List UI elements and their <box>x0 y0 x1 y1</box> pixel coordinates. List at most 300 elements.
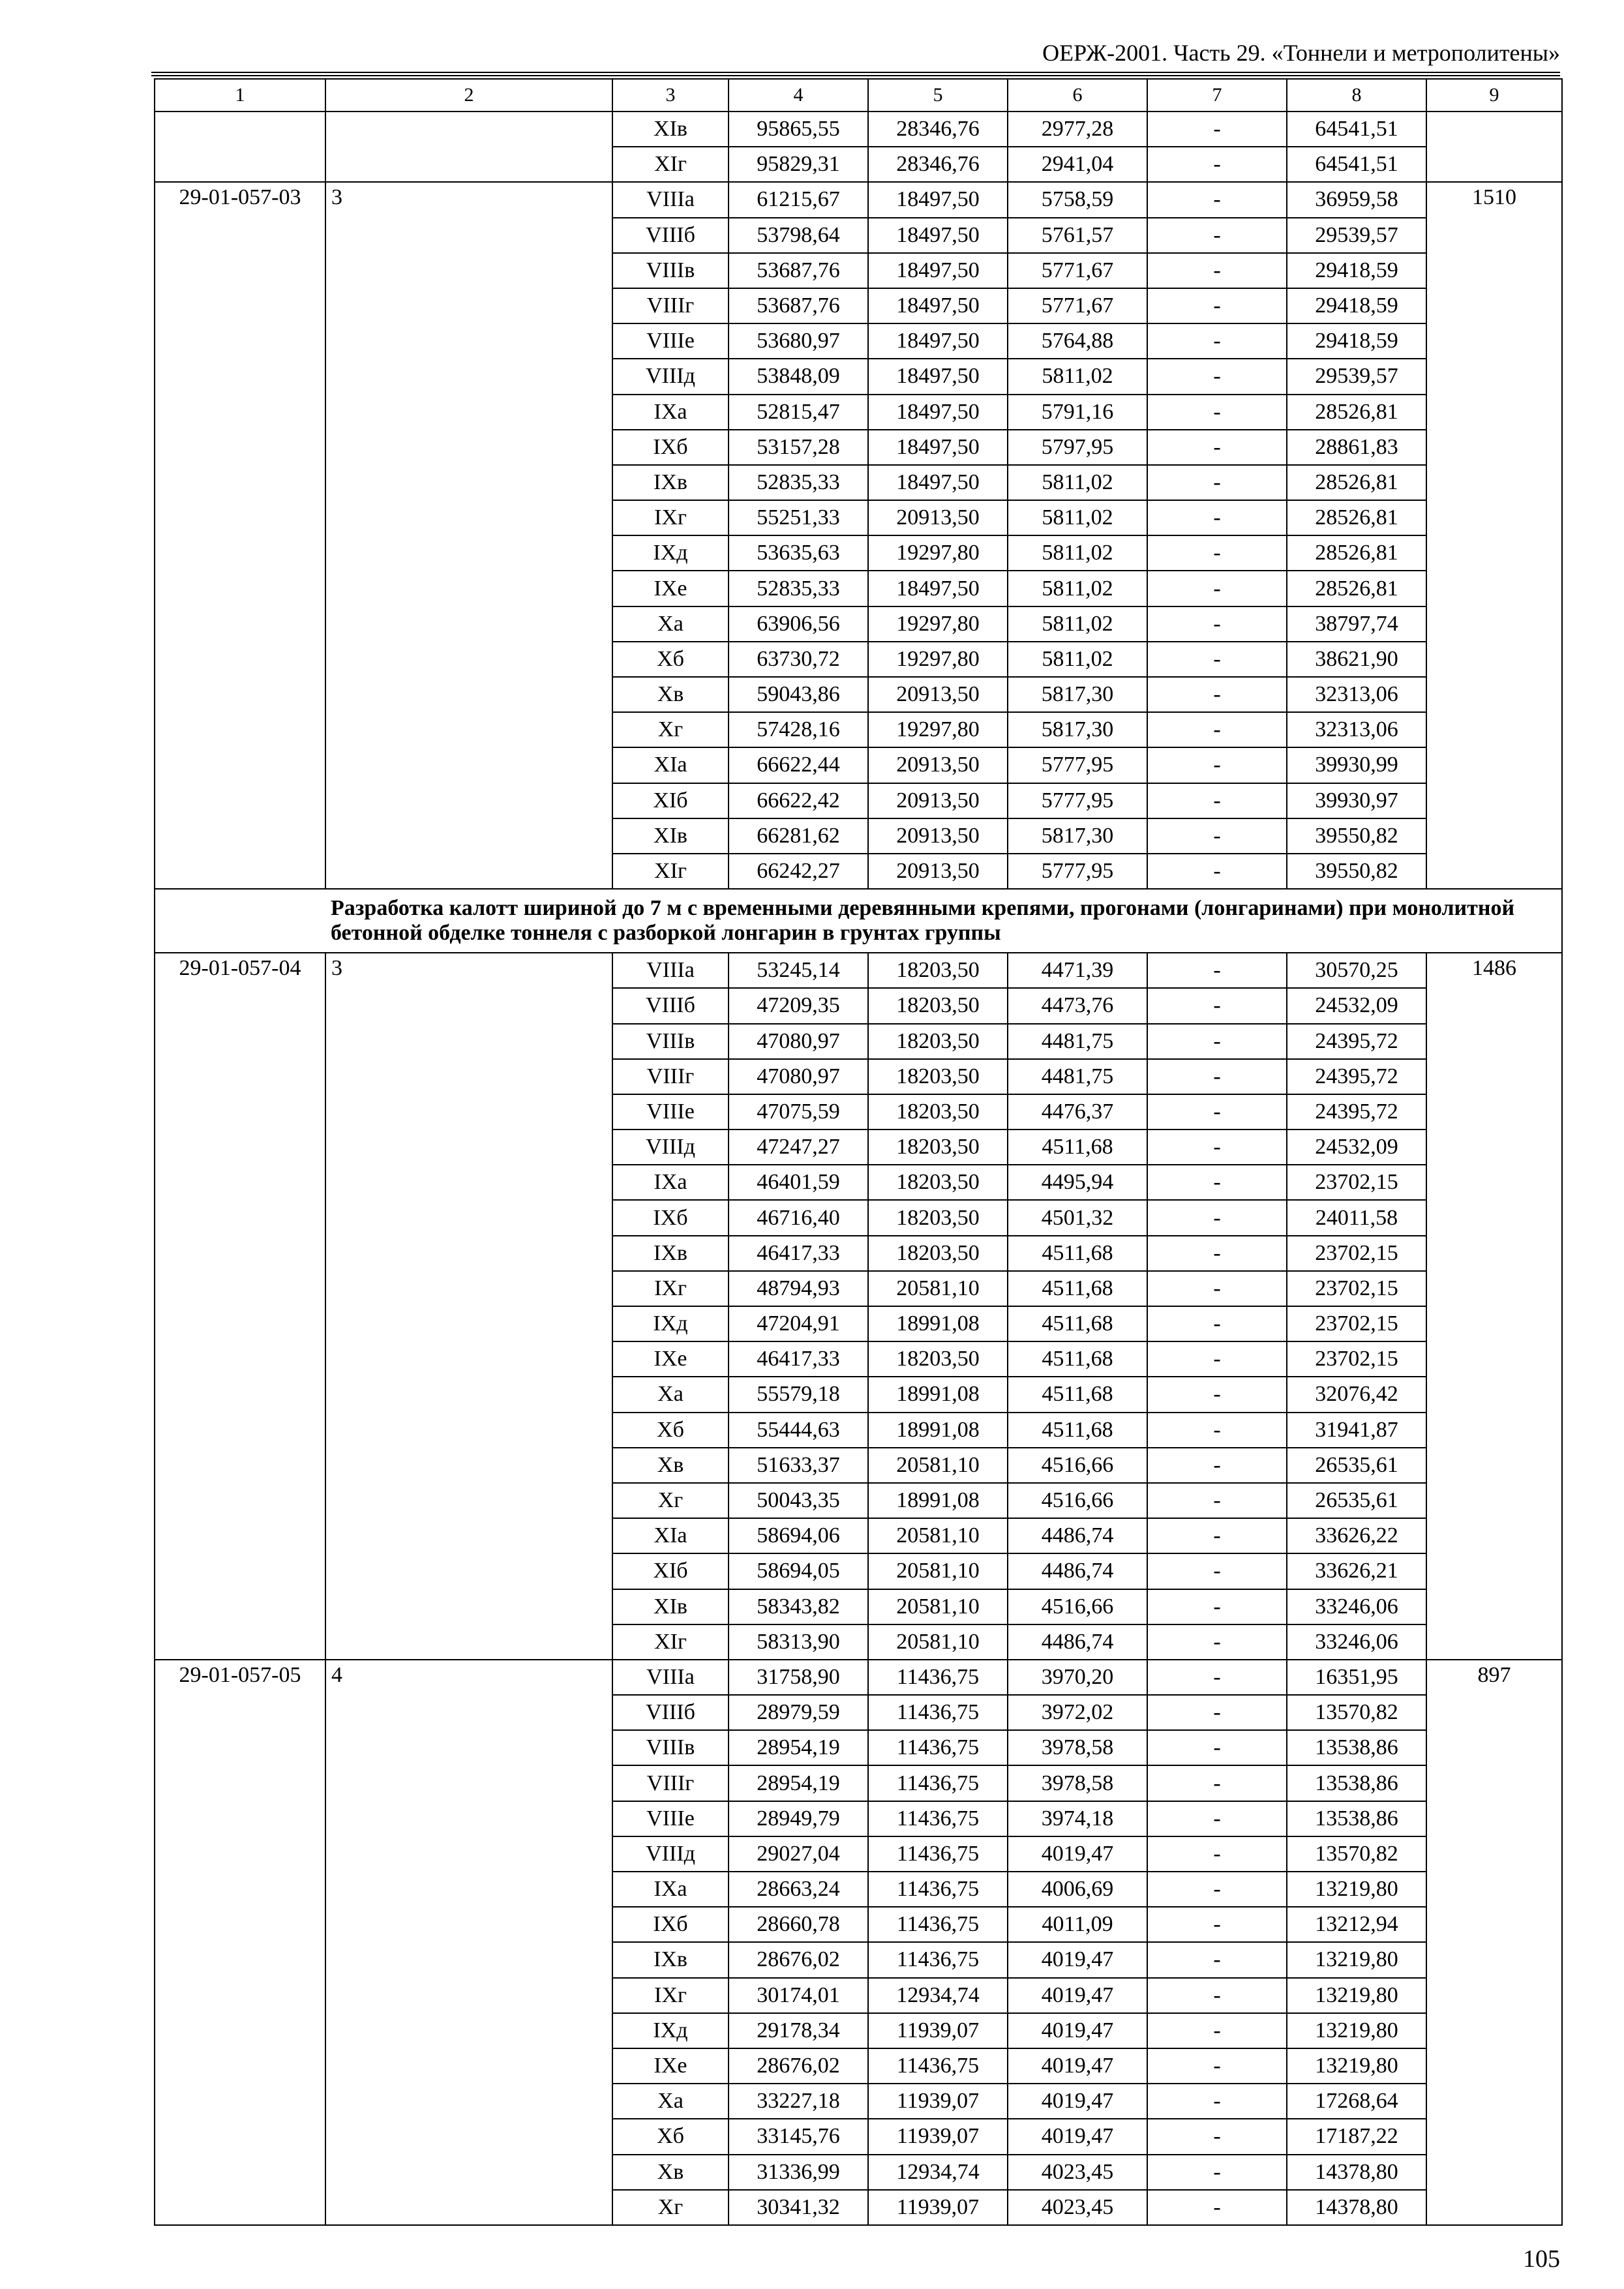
rates-table <box>154 78 1563 2226</box>
material-cost-cell: 28526,81 <box>1287 500 1426 535</box>
material-cost-cell: 14378,80 <box>1287 2155 1426 2190</box>
total-cost-cell: 53245,14 <box>729 953 868 988</box>
soil-category-cell: Xб <box>612 2119 729 2154</box>
driver-wage-cell: - <box>1147 1518 1287 1553</box>
machine-cost-cell: 5771,67 <box>1008 288 1147 323</box>
driver-wage-cell: - <box>1147 642 1287 677</box>
material-cost-cell: 32313,06 <box>1287 712 1426 747</box>
section-blank-cell <box>155 889 325 953</box>
machine-cost-cell: 4019,47 <box>1008 1942 1147 1977</box>
labor-cost-cell: 18203,50 <box>868 1130 1008 1165</box>
machine-cost-cell: 5764,88 <box>1008 323 1147 359</box>
driver-wage-cell: - <box>1147 2013 1287 2048</box>
labor-cost-cell: 11436,75 <box>868 1801 1008 1836</box>
header-rule <box>151 72 1560 76</box>
machine-cost-cell: 5797,95 <box>1008 430 1147 465</box>
labor-cost-cell: 18203,50 <box>868 1024 1008 1059</box>
machine-cost-cell: 5761,57 <box>1008 218 1147 253</box>
total-cost-cell: 53848,09 <box>729 359 868 394</box>
soil-category-cell: IXе <box>612 2048 729 2084</box>
material-cost-cell: 28526,81 <box>1287 535 1426 571</box>
soil-category-cell: VIIIа <box>612 953 729 988</box>
soil-category-cell: VIIIг <box>612 1765 729 1801</box>
soil-category-cell: IXг <box>612 1271 729 1306</box>
labor-cost-cell: 20913,50 <box>868 854 1008 889</box>
column-number: 9 <box>1426 79 1562 112</box>
machine-cost-cell: 4486,74 <box>1008 1624 1147 1660</box>
labor-cost-cell: 11436,75 <box>868 1765 1008 1801</box>
driver-wage-cell: - <box>1147 1059 1287 1094</box>
driver-wage-cell: - <box>1147 677 1287 712</box>
labor-cost-cell: 18203,50 <box>868 988 1008 1023</box>
machine-cost-cell: 4006,69 <box>1008 1872 1147 1907</box>
machine-cost-cell: 5811,02 <box>1008 535 1147 571</box>
machine-cost-cell: 4511,68 <box>1008 1236 1147 1271</box>
material-cost-cell: 14378,80 <box>1287 2190 1426 2225</box>
machine-cost-cell: 4019,47 <box>1008 2013 1147 2048</box>
material-cost-cell: 29418,59 <box>1287 288 1426 323</box>
machine-cost-cell: 4023,45 <box>1008 2190 1147 2225</box>
machine-cost-cell: 4481,75 <box>1008 1024 1147 1059</box>
rate-code-cell: 29-01-057-05 <box>155 1660 325 2225</box>
total-cost-cell: 53687,76 <box>729 288 868 323</box>
labor-cost-cell: 11939,07 <box>868 2084 1008 2119</box>
material-cost-cell: 13212,94 <box>1287 1907 1426 1942</box>
material-cost-cell: 28526,81 <box>1287 395 1426 430</box>
machine-cost-cell: 4501,32 <box>1008 1200 1147 1235</box>
section-title: Разработка калотт шириной до 7 м с временными деревянными крепями, прогонами (лонгаринами) при монолитной бетонной обделке тоннеля с разборкой лонгарин в грунтах группы <box>325 889 1562 953</box>
machine-cost-cell: 5811,02 <box>1008 642 1147 677</box>
material-cost-cell: 17268,64 <box>1287 2084 1426 2119</box>
driver-wage-cell: - <box>1147 1624 1287 1660</box>
labor-cost-cell: 18203,50 <box>868 1094 1008 1130</box>
total-cost-cell: 46401,59 <box>729 1165 868 1200</box>
labor-cost-cell: 19297,80 <box>868 712 1008 747</box>
driver-wage-cell: - <box>1147 1413 1287 1448</box>
total-cost-cell: 28676,02 <box>729 2048 868 2084</box>
material-cost-cell: 24532,09 <box>1287 988 1426 1023</box>
total-cost-cell: 30341,32 <box>729 2190 868 2225</box>
driver-wage-cell: - <box>1147 182 1287 217</box>
soil-category-cell: IXд <box>612 2013 729 2048</box>
total-cost-cell: 33145,76 <box>729 2119 868 2154</box>
soil-category-cell: XIг <box>612 1624 729 1660</box>
total-cost-cell: 29178,34 <box>729 2013 868 2048</box>
driver-wage-cell: - <box>1147 1730 1287 1765</box>
total-cost-cell: 66622,44 <box>729 747 868 783</box>
labor-cost-cell: 12934,74 <box>868 1978 1008 2013</box>
driver-wage-cell: - <box>1147 2190 1287 2225</box>
soil-category-cell: IXг <box>612 1978 729 2013</box>
driver-wage-cell: - <box>1147 2084 1287 2119</box>
material-cost-cell: 33626,22 <box>1287 1518 1426 1553</box>
material-cost-cell: 13570,82 <box>1287 1836 1426 1872</box>
machine-cost-cell: 5811,02 <box>1008 571 1147 606</box>
soil-category-cell: XIб <box>612 1553 729 1589</box>
total-cost-cell: 52835,33 <box>729 465 868 500</box>
material-cost-cell: 39550,82 <box>1287 854 1426 889</box>
machine-cost-cell: 3972,02 <box>1008 1695 1147 1730</box>
soil-category-cell: IXе <box>612 1341 729 1377</box>
total-cost-cell: 31336,99 <box>729 2155 868 2190</box>
material-cost-cell: 28526,81 <box>1287 465 1426 500</box>
last-column-cell <box>1426 112 1562 182</box>
labor-cost-cell: 11436,75 <box>868 1695 1008 1730</box>
material-cost-cell: 29418,59 <box>1287 253 1426 288</box>
total-cost-cell: 46417,33 <box>729 1341 868 1377</box>
soil-category-cell: IXа <box>612 1165 729 1200</box>
driver-wage-cell: - <box>1147 1978 1287 2013</box>
machine-cost-cell: 4019,47 <box>1008 2084 1147 2119</box>
driver-wage-cell: - <box>1147 1341 1287 1377</box>
material-cost-cell: 13219,80 <box>1287 2013 1426 2048</box>
total-cost-cell: 58694,06 <box>729 1518 868 1553</box>
labor-cost-cell: 20581,10 <box>868 1448 1008 1483</box>
total-cost-cell: 47209,35 <box>729 988 868 1023</box>
driver-wage-cell: - <box>1147 1236 1287 1271</box>
driver-wage-cell: - <box>1147 1165 1287 1200</box>
page-number: 105 <box>1523 2245 1560 2273</box>
machine-cost-cell: 4023,45 <box>1008 2155 1147 2190</box>
material-cost-cell: 24011,58 <box>1287 1200 1426 1235</box>
soil-category-cell: VIIIб <box>612 988 729 1023</box>
last-column-cell: 1486 <box>1426 953 1562 1660</box>
driver-wage-cell: - <box>1147 818 1287 854</box>
driver-wage-cell: - <box>1147 953 1287 988</box>
soil-category-cell: XIг <box>612 854 729 889</box>
total-cost-cell: 30174,01 <box>729 1978 868 2013</box>
total-cost-cell: 47204,91 <box>729 1306 868 1341</box>
total-cost-cell: 58313,90 <box>729 1624 868 1660</box>
machine-cost-cell: 4019,47 <box>1008 1836 1147 1872</box>
total-cost-cell: 95865,55 <box>729 112 868 147</box>
driver-wage-cell: - <box>1147 1589 1287 1624</box>
driver-wage-cell: - <box>1147 253 1287 288</box>
total-cost-cell: 46417,33 <box>729 1236 868 1271</box>
last-column-cell: 897 <box>1426 1660 1562 2225</box>
soil-category-cell: IXг <box>612 500 729 535</box>
material-cost-cell: 64541,51 <box>1287 112 1426 147</box>
material-cost-cell: 39930,97 <box>1287 783 1426 818</box>
total-cost-cell: 55444,63 <box>729 1413 868 1448</box>
machine-cost-cell: 5817,30 <box>1008 818 1147 854</box>
material-cost-cell: 24532,09 <box>1287 1130 1426 1165</box>
labor-cost-cell: 20913,50 <box>868 818 1008 854</box>
material-cost-cell: 17187,22 <box>1287 2119 1426 2154</box>
soil-category-cell: VIIIг <box>612 288 729 323</box>
driver-wage-cell: - <box>1147 147 1287 182</box>
machine-cost-cell: 2977,28 <box>1008 112 1147 147</box>
driver-wage-cell: - <box>1147 2048 1287 2084</box>
machine-cost-cell: 5817,30 <box>1008 712 1147 747</box>
machine-cost-cell: 4511,68 <box>1008 1377 1147 1412</box>
material-cost-cell: 33626,21 <box>1287 1553 1426 1589</box>
table-row <box>155 182 1562 217</box>
driver-wage-cell: - <box>1147 395 1287 430</box>
machine-cost-cell: 3978,58 <box>1008 1730 1147 1765</box>
machine-cost-cell: 4019,47 <box>1008 1978 1147 2013</box>
soil-category-cell: IXе <box>612 571 729 606</box>
total-cost-cell: 53798,64 <box>729 218 868 253</box>
labor-cost-cell: 18497,50 <box>868 182 1008 217</box>
labor-cost-cell: 18991,08 <box>868 1306 1008 1341</box>
machine-cost-cell: 4481,75 <box>1008 1059 1147 1094</box>
material-cost-cell: 29539,57 <box>1287 218 1426 253</box>
material-cost-cell: 33246,06 <box>1287 1589 1426 1624</box>
machine-cost-cell: 5777,95 <box>1008 783 1147 818</box>
machine-cost-cell: 4516,66 <box>1008 1448 1147 1483</box>
total-cost-cell: 57428,16 <box>729 712 868 747</box>
material-cost-cell: 28526,81 <box>1287 571 1426 606</box>
driver-wage-cell: - <box>1147 1765 1287 1801</box>
material-cost-cell: 29418,59 <box>1287 323 1426 359</box>
soil-category-cell: XIг <box>612 147 729 182</box>
driver-wage-cell: - <box>1147 712 1287 747</box>
material-cost-cell: 13538,86 <box>1287 1765 1426 1801</box>
total-cost-cell: 28660,78 <box>729 1907 868 1942</box>
labor-cost-cell: 18203,50 <box>868 1236 1008 1271</box>
soil-category-cell: Xг <box>612 1483 729 1518</box>
driver-wage-cell: - <box>1147 2155 1287 2190</box>
table-row <box>155 1660 1562 1695</box>
machine-cost-cell: 4486,74 <box>1008 1553 1147 1589</box>
machine-cost-cell: 5817,30 <box>1008 677 1147 712</box>
rate-code-cell: 29-01-057-03 <box>155 182 325 889</box>
machine-cost-cell: 5777,95 <box>1008 854 1147 889</box>
material-cost-cell: 39930,99 <box>1287 747 1426 783</box>
driver-wage-cell: - <box>1147 1200 1287 1235</box>
total-cost-cell: 52835,33 <box>729 571 868 606</box>
machine-cost-cell: 5758,59 <box>1008 182 1147 217</box>
driver-wage-cell: - <box>1147 1907 1287 1942</box>
column-number: 8 <box>1287 79 1426 112</box>
labor-cost-cell: 11939,07 <box>868 2190 1008 2225</box>
labor-cost-cell: 11436,75 <box>868 1872 1008 1907</box>
material-cost-cell: 28861,83 <box>1287 430 1426 465</box>
soil-category-cell: Xв <box>612 2155 729 2190</box>
machine-cost-cell: 4511,68 <box>1008 1271 1147 1306</box>
driver-wage-cell: - <box>1147 359 1287 394</box>
material-cost-cell: 23702,15 <box>1287 1271 1426 1306</box>
labor-cost-cell: 20581,10 <box>868 1271 1008 1306</box>
soil-category-cell: IXб <box>612 1200 729 1235</box>
material-cost-cell: 23702,15 <box>1287 1341 1426 1377</box>
labor-cost-cell: 19297,80 <box>868 535 1008 571</box>
soil-group-cell: 4 <box>325 1660 612 2225</box>
total-cost-cell: 59043,86 <box>729 677 868 712</box>
total-cost-cell: 47080,97 <box>729 1024 868 1059</box>
driver-wage-cell: - <box>1147 323 1287 359</box>
soil-category-cell: IXа <box>612 1872 729 1907</box>
total-cost-cell: 53157,28 <box>729 430 868 465</box>
total-cost-cell: 28663,24 <box>729 1872 868 1907</box>
total-cost-cell: 47247,27 <box>729 1130 868 1165</box>
labor-cost-cell: 18497,50 <box>868 323 1008 359</box>
labor-cost-cell: 20913,50 <box>868 747 1008 783</box>
material-cost-cell: 29539,57 <box>1287 359 1426 394</box>
machine-cost-cell: 5811,02 <box>1008 500 1147 535</box>
soil-category-cell: VIIIе <box>612 1801 729 1836</box>
total-cost-cell: 29027,04 <box>729 1836 868 1872</box>
material-cost-cell: 23702,15 <box>1287 1306 1426 1341</box>
soil-category-cell: Xб <box>612 642 729 677</box>
total-cost-cell: 55251,33 <box>729 500 868 535</box>
material-cost-cell: 13219,80 <box>1287 1942 1426 1977</box>
labor-cost-cell: 20581,10 <box>868 1624 1008 1660</box>
labor-cost-cell: 11436,75 <box>868 1836 1008 1872</box>
material-cost-cell: 32076,42 <box>1287 1377 1426 1412</box>
labor-cost-cell: 20913,50 <box>868 677 1008 712</box>
column-number: 7 <box>1147 79 1287 112</box>
total-cost-cell: 66622,42 <box>729 783 868 818</box>
total-cost-cell: 66281,62 <box>729 818 868 854</box>
labor-cost-cell: 20581,10 <box>868 1589 1008 1624</box>
soil-category-cell: IXв <box>612 465 729 500</box>
driver-wage-cell: - <box>1147 112 1287 147</box>
driver-wage-cell: - <box>1147 1130 1287 1165</box>
material-cost-cell: 24395,72 <box>1287 1059 1426 1094</box>
soil-category-cell: VIIIд <box>612 1836 729 1872</box>
labor-cost-cell: 19297,80 <box>868 606 1008 642</box>
soil-category-cell: Xг <box>612 2190 729 2225</box>
last-column-cell: 1510 <box>1426 182 1562 889</box>
soil-category-cell: IXв <box>612 1236 729 1271</box>
machine-cost-cell: 4019,47 <box>1008 2119 1147 2154</box>
material-cost-cell: 36959,58 <box>1287 182 1426 217</box>
driver-wage-cell: - <box>1147 535 1287 571</box>
material-cost-cell: 13538,86 <box>1287 1730 1426 1765</box>
material-cost-cell: 24395,72 <box>1287 1024 1426 1059</box>
total-cost-cell: 28954,19 <box>729 1730 868 1765</box>
driver-wage-cell: - <box>1147 465 1287 500</box>
soil-category-cell: VIIIб <box>612 218 729 253</box>
total-cost-cell: 28979,59 <box>729 1695 868 1730</box>
total-cost-cell: 28676,02 <box>729 1942 868 1977</box>
driver-wage-cell: - <box>1147 571 1287 606</box>
soil-category-cell: IXв <box>612 1942 729 1977</box>
column-number: 1 <box>155 79 325 112</box>
machine-cost-cell: 4516,66 <box>1008 1589 1147 1624</box>
driver-wage-cell: - <box>1147 1483 1287 1518</box>
machine-cost-cell: 4019,47 <box>1008 2048 1147 2084</box>
column-number: 3 <box>612 79 729 112</box>
driver-wage-cell: - <box>1147 1553 1287 1589</box>
soil-category-cell: Xа <box>612 606 729 642</box>
material-cost-cell: 13538,86 <box>1287 1801 1426 1836</box>
labor-cost-cell: 11436,75 <box>868 1907 1008 1942</box>
driver-wage-cell: - <box>1147 288 1287 323</box>
soil-category-cell: VIIIа <box>612 182 729 217</box>
column-number: 4 <box>729 79 868 112</box>
driver-wage-cell: - <box>1147 1942 1287 1977</box>
total-cost-cell: 33227,18 <box>729 2084 868 2119</box>
labor-cost-cell: 11436,75 <box>868 1942 1008 1977</box>
material-cost-cell: 13219,80 <box>1287 1872 1426 1907</box>
labor-cost-cell: 20913,50 <box>868 783 1008 818</box>
material-cost-cell: 39550,82 <box>1287 818 1426 854</box>
soil-category-cell: Xа <box>612 1377 729 1412</box>
labor-cost-cell: 18497,50 <box>868 571 1008 606</box>
soil-category-cell: IXд <box>612 535 729 571</box>
machine-cost-cell: 4511,68 <box>1008 1413 1147 1448</box>
labor-cost-cell: 11436,75 <box>868 2048 1008 2084</box>
material-cost-cell: 38621,90 <box>1287 642 1426 677</box>
driver-wage-cell: - <box>1147 1094 1287 1130</box>
material-cost-cell: 24395,72 <box>1287 1094 1426 1130</box>
machine-cost-cell: 4476,37 <box>1008 1094 1147 1130</box>
total-cost-cell: 31758,90 <box>729 1660 868 1695</box>
labor-cost-cell: 20581,10 <box>868 1518 1008 1553</box>
soil-category-cell: XIв <box>612 1589 729 1624</box>
labor-cost-cell: 19297,80 <box>868 642 1008 677</box>
soil-category-cell: IXб <box>612 1907 729 1942</box>
soil-category-cell: VIIIа <box>612 1660 729 1695</box>
material-cost-cell: 13219,80 <box>1287 1978 1426 2013</box>
labor-cost-cell: 18203,50 <box>868 953 1008 988</box>
driver-wage-cell: - <box>1147 1306 1287 1341</box>
labor-cost-cell: 18497,50 <box>868 395 1008 430</box>
material-cost-cell: 38797,74 <box>1287 606 1426 642</box>
machine-cost-cell: 3974,18 <box>1008 1801 1147 1836</box>
labor-cost-cell: 11939,07 <box>868 2119 1008 2154</box>
soil-category-cell: IXб <box>612 430 729 465</box>
total-cost-cell: 63730,72 <box>729 642 868 677</box>
material-cost-cell: 26535,61 <box>1287 1483 1426 1518</box>
machine-cost-cell: 5777,95 <box>1008 747 1147 783</box>
material-cost-cell: 23702,15 <box>1287 1165 1426 1200</box>
total-cost-cell: 52815,47 <box>729 395 868 430</box>
machine-cost-cell: 4511,68 <box>1008 1306 1147 1341</box>
soil-category-cell: IXд <box>612 1306 729 1341</box>
labor-cost-cell: 18991,08 <box>868 1483 1008 1518</box>
rate-code-cell <box>155 112 325 182</box>
total-cost-cell: 53680,97 <box>729 323 868 359</box>
driver-wage-cell: - <box>1147 1377 1287 1412</box>
labor-cost-cell: 18497,50 <box>868 465 1008 500</box>
column-number: 6 <box>1008 79 1147 112</box>
total-cost-cell: 47075,59 <box>729 1094 868 1130</box>
driver-wage-cell: - <box>1147 783 1287 818</box>
labor-cost-cell: 18203,50 <box>868 1165 1008 1200</box>
soil-category-cell: VIIIб <box>612 1695 729 1730</box>
soil-category-cell: XIв <box>612 112 729 147</box>
total-cost-cell: 51633,37 <box>729 1448 868 1483</box>
driver-wage-cell: - <box>1147 1271 1287 1306</box>
driver-wage-cell: - <box>1147 218 1287 253</box>
labor-cost-cell: 18497,50 <box>868 253 1008 288</box>
labor-cost-cell: 20913,50 <box>868 500 1008 535</box>
machine-cost-cell: 4516,66 <box>1008 1483 1147 1518</box>
driver-wage-cell: - <box>1147 747 1287 783</box>
machine-cost-cell: 4495,94 <box>1008 1165 1147 1200</box>
machine-cost-cell: 4473,76 <box>1008 988 1147 1023</box>
rate-code-cell: 29-01-057-04 <box>155 953 325 1660</box>
labor-cost-cell: 11436,75 <box>868 1730 1008 1765</box>
total-cost-cell: 63906,56 <box>729 606 868 642</box>
soil-category-cell: VIIIг <box>612 1059 729 1094</box>
machine-cost-cell: 4486,74 <box>1008 1518 1147 1553</box>
soil-category-cell: VIIIв <box>612 1730 729 1765</box>
driver-wage-cell: - <box>1147 854 1287 889</box>
total-cost-cell: 58343,82 <box>729 1589 868 1624</box>
soil-category-cell: Xб <box>612 1413 729 1448</box>
machine-cost-cell: 4471,39 <box>1008 953 1147 988</box>
driver-wage-cell: - <box>1147 1801 1287 1836</box>
material-cost-cell: 23702,15 <box>1287 1236 1426 1271</box>
soil-group-cell: 3 <box>325 182 612 889</box>
soil-category-cell: VIIIв <box>612 1024 729 1059</box>
driver-wage-cell: - <box>1147 430 1287 465</box>
